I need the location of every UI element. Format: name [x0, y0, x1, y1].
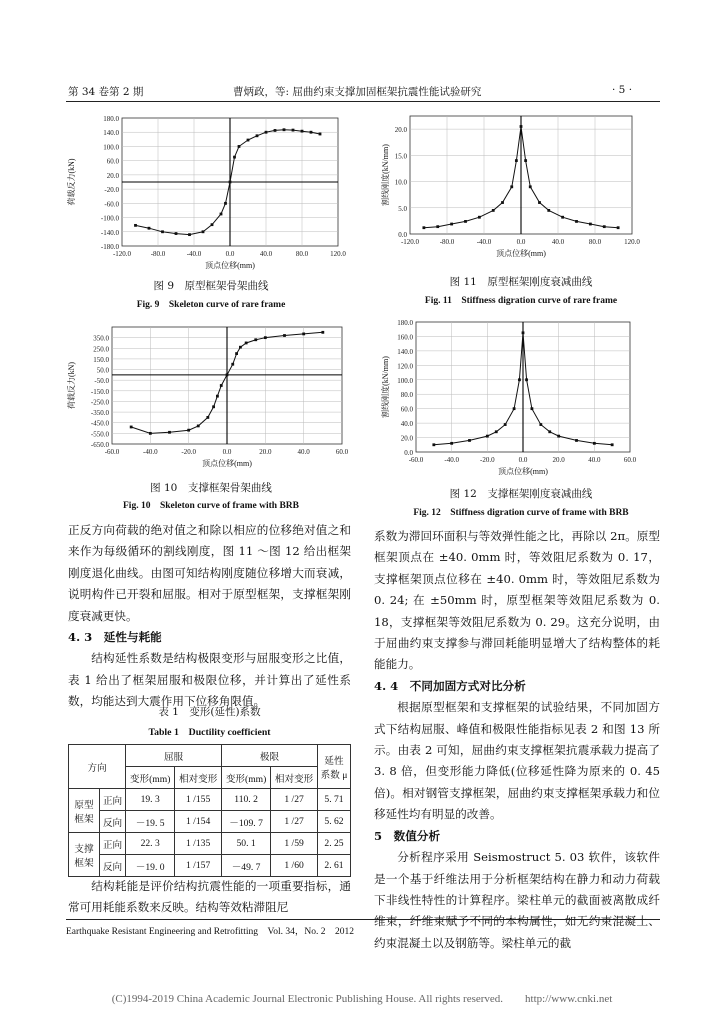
y-tick-label: 350.0	[93, 334, 109, 343]
data-point	[231, 363, 234, 366]
footer-rule	[66, 919, 660, 920]
right-column-text	[374, 526, 660, 954]
data-point	[233, 156, 236, 159]
data-point	[575, 439, 578, 442]
data-point	[450, 442, 453, 445]
data-point	[187, 429, 190, 432]
data-point	[161, 230, 164, 233]
section-4-4-heading: 4. 4 不同加固方式对比分析	[374, 678, 526, 693]
x-tick-label: 120.0	[330, 250, 346, 258]
data-point	[561, 216, 564, 219]
x-tick-label: 120.0	[624, 238, 640, 246]
data-point	[531, 407, 534, 410]
y-tick-label: -650.0	[90, 441, 109, 449]
data-point	[202, 230, 205, 233]
y-tick-label: 0.0	[404, 449, 413, 457]
x-tick-label: -40.0	[186, 250, 202, 258]
data-point	[175, 232, 178, 235]
x-tick-label: 0.0	[225, 250, 235, 258]
y-tick-label: -150.0	[90, 387, 109, 396]
cell-yield-drift: 1 /154	[175, 811, 222, 833]
x-tick-label: -60.0	[104, 448, 120, 456]
data-point	[321, 331, 324, 334]
y-tick-label: 15.0	[394, 152, 407, 161]
data-point	[492, 209, 495, 212]
figure-10-caption-cn: 图 10 支撑框架骨架曲线	[150, 482, 272, 494]
data-point	[301, 130, 304, 133]
cell-mu: 5. 71	[318, 789, 351, 811]
data-point	[239, 346, 242, 349]
y-tick-label: 5.0	[398, 204, 407, 213]
table-row	[69, 855, 351, 877]
cell-mu: 5. 62	[318, 811, 351, 833]
th-ult-deform: 变形(mm)	[222, 767, 271, 789]
cell-ult-drift: 1 /60	[271, 855, 318, 877]
y-tick-label: 140.0	[103, 129, 119, 138]
x-tick-label: 60.0	[623, 456, 637, 464]
x-tick-label: -40.0	[476, 238, 492, 246]
y-tick-label: 180.0	[103, 115, 119, 123]
y-axis-label: 割线刚度(kN/mm)	[381, 356, 390, 418]
copyright-line: (C)1994-2019 China Academic Journal Electronic Publishing House. All rights reserved. http://www.cnki.net	[111, 993, 613, 1005]
cell-frame: 支撑框架	[69, 833, 100, 877]
data-point	[256, 134, 259, 137]
header-rule	[66, 101, 660, 102]
figure-9-caption-en: Fig. 9 Skeleton curve of rare frame	[136, 300, 286, 310]
data-point	[522, 331, 525, 334]
cell-ult-drift: 1 /27	[271, 789, 318, 811]
cell-ult-deform: 50. 1	[222, 833, 271, 855]
data-point	[538, 201, 541, 204]
table-1	[68, 744, 351, 877]
y-tick-label: 80.0	[400, 391, 413, 400]
data-point	[229, 181, 232, 184]
data-point	[216, 395, 219, 398]
data-point	[422, 226, 425, 229]
data-point	[557, 435, 560, 438]
x-tick-label: -20.0	[181, 448, 196, 456]
cell-yield-drift: 1 /135	[175, 833, 222, 855]
data-point	[617, 226, 620, 229]
paragraph-stiffness: 正反方向荷载的绝对值之和除以相应的位移绝对值之和来作为每级循环的割线刚度，图 11 ～图 12 给出框架刚度退化曲线。由图可知结构刚度随位移增大而衰减，说明构件已开裂和屈服。相对于原型框架，支撑框架刚度衰减更快。	[68, 523, 351, 623]
data-point	[464, 220, 467, 223]
x-tick-label: -40.0	[444, 456, 459, 464]
x-tick-label: 40.0	[588, 456, 601, 464]
th-yield-drift: 相对变形	[175, 767, 222, 789]
y-tick-label: 140.0	[397, 347, 413, 356]
x-axis-label: 顶点位移(mm)	[498, 467, 548, 476]
data-point	[149, 432, 152, 435]
data-point	[529, 185, 532, 188]
x-tick-label: 40.0	[259, 250, 273, 258]
cell-mu: 2. 25	[318, 833, 351, 855]
x-tick-label: -20.0	[480, 456, 495, 464]
running-header-volume: 第 34 卷第 2 期	[68, 86, 144, 98]
data-point	[310, 131, 313, 134]
cell-dir: 反向	[100, 811, 126, 833]
x-tick-label: 80.0	[588, 238, 602, 246]
cell-ult-deform: 110. 2	[222, 789, 271, 811]
cell-yield-deform: 19. 3	[126, 789, 175, 811]
y-axis-label: 荷载反力(kN)	[67, 158, 76, 206]
data-point	[254, 338, 257, 341]
y-tick-label: 20.0	[400, 434, 413, 443]
th-direction: 方向	[69, 745, 126, 789]
x-tick-label: 0.0	[222, 448, 232, 456]
data-point	[302, 333, 305, 336]
data-point	[478, 216, 481, 219]
y-tick-label: 100.0	[103, 143, 119, 152]
x-tick-label: 20.0	[259, 448, 272, 456]
data-point	[247, 139, 250, 142]
y-axis-label: 荷载反力(kN)	[67, 361, 76, 410]
cell-ult-drift: 1 /27	[271, 811, 318, 833]
th-ult-drift: 相对变形	[271, 767, 318, 789]
data-point	[220, 213, 223, 216]
x-tick-label: 40.0	[297, 448, 310, 456]
paragraph-damping: 系数为滞回环面积与等效弹性能之比，再除以 2π。原型框架顶点在 ±40. 0mm 时，等效阻尼系数为 0. 17，支撑框架顶点位移在 ±40. 0mm 时，等效阻尼系数为 0. 24; 在 ±50mm 时，原型框架等效阻尼系数为 0. 18，支撑框架等效阻尼系数为 0. 29。这充分说明，由于屈曲约束支撑参与滞回耗能明显增大了结构整体的耗能能力。	[374, 529, 660, 672]
data-point	[197, 425, 200, 428]
left-column-text-top	[68, 520, 351, 713]
cell-dir: 反向	[100, 855, 126, 877]
data-point	[468, 439, 471, 442]
journal-footer: Earthquake Resistant Engineering and Retrofitting Vol. 34，No. 2 2012	[66, 927, 354, 937]
cell-ult-drift: 1 /59	[271, 833, 318, 855]
figure-9-caption-cn: 图 9 原型框架骨架曲线	[153, 280, 269, 292]
table-row	[69, 789, 351, 811]
data-point	[245, 342, 248, 345]
table-1-title-en: Table 1 Ductility coefficient	[148, 727, 271, 738]
cell-dir: 正向	[100, 789, 126, 811]
figure-12-chart	[380, 314, 662, 476]
data-point	[283, 334, 286, 337]
table-1-title-cn: 表 1 变形(延性)系数	[158, 706, 261, 718]
data-point	[524, 159, 527, 162]
cell-ult-deform: －49. 7	[222, 855, 271, 877]
section-4-3-heading: 4. 3 延性与耗能	[68, 630, 162, 645]
x-tick-label: 80.0	[295, 250, 309, 258]
page-number: · 5 ·	[612, 84, 633, 96]
y-tick-label: 120.0	[397, 362, 413, 371]
data-point	[224, 202, 227, 205]
x-tick-label: 0.0	[516, 238, 526, 246]
x-tick-label: -80.0	[150, 250, 166, 258]
y-tick-label: -140.0	[100, 228, 119, 237]
y-tick-label: -250.0	[90, 398, 109, 407]
data-point	[495, 430, 498, 433]
figure-10-caption-en: Fig. 10 Skeleton curve of frame with BRB	[123, 501, 299, 511]
cell-yield-deform: －19. 5	[126, 811, 175, 833]
y-tick-label: 60.0	[106, 157, 119, 166]
cell-ult-deform: －109. 7	[222, 811, 271, 833]
data-point	[510, 185, 513, 188]
figure-11-caption-en: Fig. 11 Stiffness digration curve of rare frame	[424, 296, 618, 306]
cell-yield-drift: 1 /157	[175, 855, 222, 877]
data-point	[211, 223, 214, 226]
y-tick-label: 10.0	[394, 178, 407, 187]
th-ultimate: 极限	[222, 745, 318, 767]
y-tick-label: 60.0	[400, 405, 413, 414]
data-point	[134, 224, 137, 227]
data-point	[283, 128, 286, 131]
x-tick-label: 0.0	[518, 456, 528, 464]
data-point	[603, 225, 606, 228]
data-point	[206, 416, 209, 419]
y-tick-label: 40.0	[400, 420, 413, 429]
y-tick-label: -20.0	[104, 186, 119, 195]
y-tick-label: -180.0	[100, 243, 119, 251]
figure-12-caption-cn: 图 12 支撑框架刚度衰减曲线	[449, 488, 593, 500]
y-tick-label: -60.0	[104, 200, 119, 209]
data-point	[518, 378, 521, 381]
x-tick-label: -120.0	[400, 238, 420, 246]
figure-11-caption-cn: 图 11 原型框架刚度衰减曲线	[449, 276, 593, 288]
data-point	[220, 384, 223, 387]
x-tick-label: 40.0	[551, 238, 565, 246]
data-point	[611, 443, 614, 446]
y-tick-label: 160.0	[397, 333, 413, 342]
data-point	[432, 443, 435, 446]
cell-frame: 原型框架	[69, 789, 100, 833]
data-point	[212, 405, 215, 408]
y-tick-label: 150.0	[93, 355, 109, 364]
x-tick-label: -60.0	[408, 456, 424, 464]
y-tick-label: 0.0	[398, 231, 407, 239]
data-point	[589, 223, 592, 226]
y-tick-label: 100.0	[397, 376, 413, 385]
paragraph-comparison: 根据原型框架和支撑框架的试验结果，不同加固方式下结构屈服、峰值和极限性能指标见表 2 和图 13 所示。由表 2 可知，屈曲约束支撑框架抗震承载力提高了 3. 8 倍，但变形能力降低(位移延性降为原来的 0. 45 倍)。相对钢管支撑框架，屈曲约束支撑框架承载力和位移延性均有明显的改善。	[374, 700, 660, 822]
y-tick-label: -100.0	[100, 214, 119, 223]
x-axis-label: 顶点位移(mm)	[496, 249, 546, 258]
section-5-heading: 5 数值分析	[374, 828, 441, 843]
data-point	[513, 407, 516, 410]
figure-12-caption-en: Fig. 12 Stiffness digration curve of frame with BRB	[413, 508, 629, 518]
x-axis-label: 顶点位移(mm)	[202, 459, 252, 468]
data-point	[319, 133, 322, 136]
cell-dir: 正向	[100, 833, 126, 855]
y-tick-label: -550.0	[90, 430, 109, 439]
data-point	[504, 423, 507, 426]
y-tick-label: 250.0	[93, 345, 109, 354]
y-tick-label: 20.0	[394, 126, 407, 135]
data-point	[593, 442, 596, 445]
data-point	[235, 352, 238, 355]
data-point	[515, 159, 518, 162]
data-point	[265, 131, 268, 134]
data-point	[264, 336, 267, 339]
x-tick-label: 60.0	[335, 448, 349, 456]
cell-yield-deform: －19. 0	[126, 855, 175, 877]
cell-yield-deform: 22. 3	[126, 833, 175, 855]
figure-11-chart	[380, 110, 662, 268]
th-yield-deform: 变形(mm)	[126, 767, 175, 789]
data-point	[548, 430, 551, 433]
x-axis-label: 顶点位移(mm)	[205, 261, 255, 270]
data-point	[501, 201, 504, 204]
y-tick-label: 20.0	[106, 171, 119, 180]
data-point	[486, 435, 489, 438]
data-point	[525, 378, 528, 381]
data-point	[274, 129, 277, 132]
y-tick-label: 50.0	[96, 366, 109, 375]
data-point	[238, 145, 241, 148]
y-axis-label: 割线刚度(kN/mm)	[381, 144, 390, 206]
data-point	[575, 220, 578, 223]
figure-10-chart	[66, 320, 356, 470]
data-point	[292, 129, 295, 132]
cell-yield-drift: 1 /155	[175, 789, 222, 811]
paragraph-numerical: 分析程序采用 Seismostruct 5. 03 软件，该软件是一个基于纤维法用于分析框架结构在静力和动力荷载下非线性特性的计算程序。梁柱单元的截面被离散成纤维束，纤维束赋予不同的本构属性，如无约束混凝土、约束混凝土以及钢筋等。梁柱单元的截	[374, 850, 660, 950]
y-tick-label: 180.0	[397, 319, 413, 327]
x-tick-label: -40.0	[143, 448, 158, 456]
x-tick-label: 20.0	[552, 456, 565, 464]
data-point	[450, 223, 453, 226]
data-point	[539, 423, 542, 426]
running-header-title: 曹炳政，等: 屈曲约束支撑加固框架抗震性能试验研究	[233, 86, 482, 98]
table-row	[69, 833, 351, 855]
data-point	[520, 125, 523, 128]
th-ductility: 延性系数 μ	[318, 745, 351, 789]
data-point	[547, 209, 550, 212]
cell-mu: 2. 61	[318, 855, 351, 877]
left-column-text-bottom	[68, 876, 351, 919]
figure-9-chart	[66, 106, 356, 272]
data-point	[226, 373, 229, 376]
y-tick-label: -350.0	[90, 409, 109, 418]
x-tick-label: -120.0	[112, 250, 132, 258]
data-point	[436, 225, 439, 228]
paragraph-ductility: 结构延性系数是结构极限变形与屈服变形之比值，表 1 给出了框架屈服和极限位移，并计算出了延性系数，均能达到大震作用下位移角限值。	[68, 651, 351, 709]
x-tick-label: -80.0	[439, 238, 455, 246]
data-point	[130, 426, 133, 429]
data-point	[188, 233, 191, 236]
th-yield: 屈服	[126, 745, 222, 767]
y-tick-label: -50.0	[94, 377, 109, 386]
data-point	[168, 431, 171, 434]
table-row	[69, 811, 351, 833]
data-point	[148, 227, 151, 230]
paragraph-energy: 结构耗能是评价结构抗震性能的一项重要指标，通常可用耗能系数来反映。结构等效粘滞阻尼	[68, 879, 351, 915]
y-tick-label: -450.0	[90, 419, 109, 428]
